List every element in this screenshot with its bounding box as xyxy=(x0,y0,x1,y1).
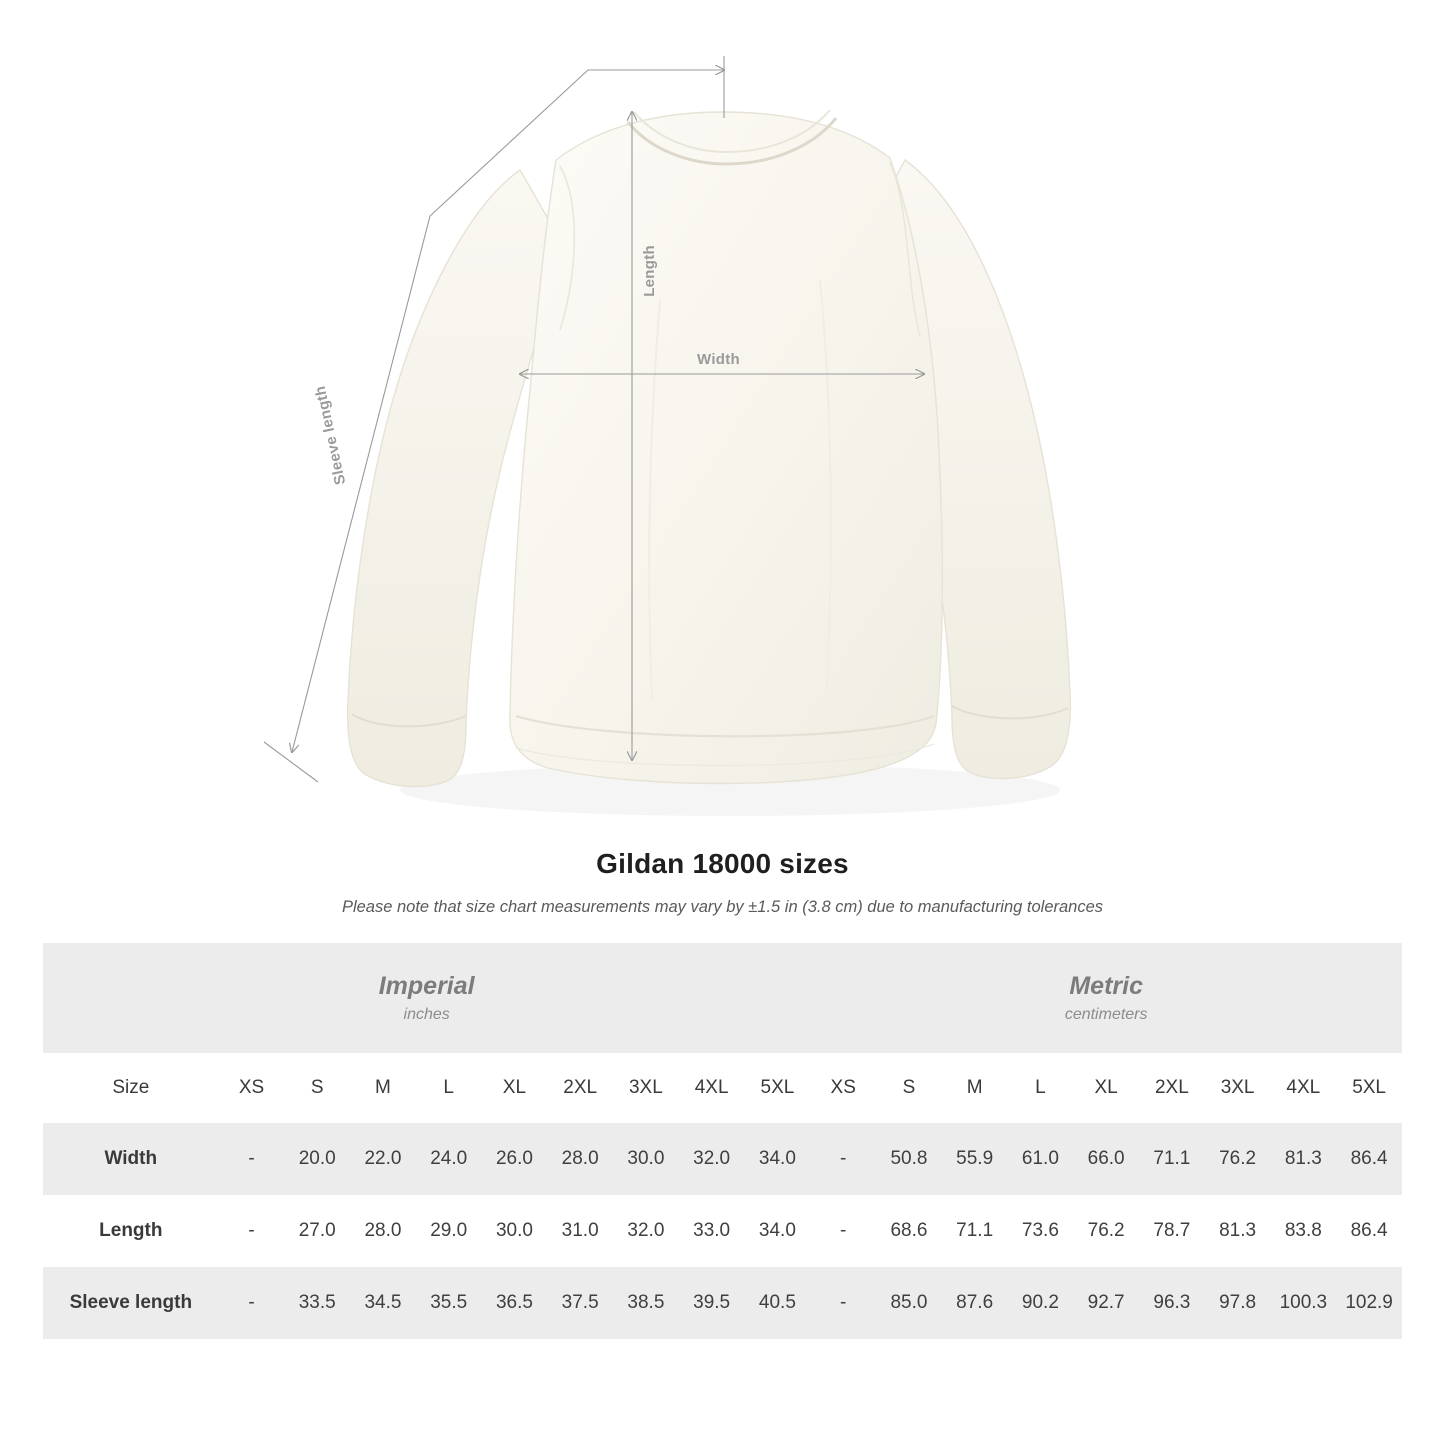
cell-length-met-xs: - xyxy=(810,1195,876,1267)
cell-length-imp-5xl: 34.0 xyxy=(745,1195,811,1267)
cell-width-imp-xs: - xyxy=(219,1123,285,1195)
tolerance-note: Please note that size chart measurements may vary by ±1.5 in (3.8 cm) due to manufacturing tolerances xyxy=(341,898,1104,916)
cell-sleeve-imp-3xl: 38.5 xyxy=(613,1267,679,1339)
cell-width-met-3xl: 76.2 xyxy=(1205,1123,1271,1195)
cell-width-imp-5xl: 34.0 xyxy=(745,1123,811,1195)
title-block xyxy=(0,848,1445,917)
width-label: Width xyxy=(697,351,741,368)
cell-sleeve-imp-m: 34.5 xyxy=(350,1267,416,1339)
cell-width-imp-l: 24.0 xyxy=(416,1123,482,1195)
cell-length-met-l: 73.6 xyxy=(1008,1195,1074,1267)
size-header-row xyxy=(43,1053,1402,1123)
metric-title: Metric xyxy=(1069,971,1143,1000)
cell-sleeve-imp-l: 35.5 xyxy=(416,1267,482,1339)
column-header-imp-l: L xyxy=(416,1053,482,1123)
row-label-width: Width xyxy=(43,1123,219,1195)
cell-width-met-4xl: 81.3 xyxy=(1270,1123,1336,1195)
metric-header xyxy=(810,943,1402,1053)
column-header-imp-5xl: 5XL xyxy=(745,1053,811,1123)
cell-width-imp-4xl: 32.0 xyxy=(679,1123,745,1195)
column-header-imp-xl: XL xyxy=(482,1053,548,1123)
cell-length-met-2xl: 78.7 xyxy=(1139,1195,1205,1267)
cell-width-met-xl: 66.0 xyxy=(1073,1123,1139,1195)
cell-sleeve-met-s: 85.0 xyxy=(876,1267,942,1339)
cell-sleeve-met-xl: 92.7 xyxy=(1073,1267,1139,1339)
garment-body xyxy=(510,112,942,783)
cell-sleeve-imp-2xl: 37.5 xyxy=(547,1267,613,1339)
imperial-header xyxy=(43,943,810,1053)
cell-width-met-l: 61.0 xyxy=(1008,1123,1074,1195)
column-header-imp-xs: XS xyxy=(219,1053,285,1123)
cell-sleeve-met-m: 87.6 xyxy=(942,1267,1008,1339)
cell-sleeve-imp-4xl: 39.5 xyxy=(679,1267,745,1339)
cell-width-met-xs: - xyxy=(810,1123,876,1195)
column-header-met-xs: XS xyxy=(810,1053,876,1123)
column-header-imp-s: S xyxy=(284,1053,350,1123)
sleeve-length-label: Sleeve length xyxy=(311,384,350,487)
cell-width-met-s: 50.8 xyxy=(876,1123,942,1195)
cell-sleeve-met-4xl: 100.3 xyxy=(1270,1267,1336,1339)
cell-width-imp-s: 20.0 xyxy=(284,1123,350,1195)
table-row xyxy=(43,1267,1402,1339)
column-header-met-xl: XL xyxy=(1073,1053,1139,1123)
column-header-met-2xl: 2XL xyxy=(1139,1053,1205,1123)
cell-length-imp-4xl: 33.0 xyxy=(679,1195,745,1267)
sleeve-end-tick xyxy=(264,742,318,782)
column-header-imp-3xl: 3XL xyxy=(613,1053,679,1123)
column-header-met-4xl: 4XL xyxy=(1270,1053,1336,1123)
table-row xyxy=(43,1123,1402,1195)
length-label: Length xyxy=(641,245,658,297)
cell-length-met-s: 68.6 xyxy=(876,1195,942,1267)
cell-length-imp-3xl: 32.0 xyxy=(613,1195,679,1267)
cell-width-imp-m: 22.0 xyxy=(350,1123,416,1195)
row-label-length: Length xyxy=(43,1195,219,1267)
unit-header-row xyxy=(43,943,1402,1053)
table-row xyxy=(43,1195,1402,1267)
cell-width-imp-3xl: 30.0 xyxy=(613,1123,679,1195)
cell-length-met-3xl: 81.3 xyxy=(1205,1195,1271,1267)
size-table xyxy=(43,943,1402,1339)
column-header-met-3xl: 3XL xyxy=(1205,1053,1271,1123)
cell-width-met-2xl: 71.1 xyxy=(1139,1123,1205,1195)
cell-width-imp-xl: 26.0 xyxy=(482,1123,548,1195)
column-header-met-5xl: 5XL xyxy=(1336,1053,1402,1123)
imperial-sub: inches xyxy=(403,1006,450,1024)
cell-length-met-xl: 76.2 xyxy=(1073,1195,1139,1267)
cell-sleeve-met-5xl: 102.9 xyxy=(1336,1267,1402,1339)
cell-sleeve-met-3xl: 97.8 xyxy=(1205,1267,1271,1339)
column-header-met-s: S xyxy=(876,1053,942,1123)
column-header-met-l: L xyxy=(1008,1053,1074,1123)
cell-length-imp-xl: 30.0 xyxy=(482,1195,548,1267)
column-header-imp-2xl: 2XL xyxy=(547,1053,613,1123)
cell-sleeve-imp-xl: 36.5 xyxy=(482,1267,548,1339)
page-title: Gildan 18000 sizes xyxy=(596,848,849,879)
cell-length-met-4xl: 83.8 xyxy=(1270,1195,1336,1267)
column-header-size: Size xyxy=(43,1053,219,1123)
cell-length-imp-m: 28.0 xyxy=(350,1195,416,1267)
column-header-met-m: M xyxy=(942,1053,1008,1123)
cell-length-imp-2xl: 31.0 xyxy=(547,1195,613,1267)
metric-sub: centimeters xyxy=(1064,1006,1148,1024)
cell-length-imp-xs: - xyxy=(219,1195,285,1267)
cell-sleeve-imp-5xl: 40.5 xyxy=(745,1267,811,1339)
cell-sleeve-imp-s: 33.5 xyxy=(284,1267,350,1339)
cell-length-met-5xl: 86.4 xyxy=(1336,1195,1402,1267)
row-label-sleeve-length: Sleeve length xyxy=(43,1267,219,1339)
cell-width-met-m: 55.9 xyxy=(942,1123,1008,1195)
column-header-imp-m: M xyxy=(350,1053,416,1123)
imperial-title: Imperial xyxy=(378,971,475,1000)
cell-length-met-m: 71.1 xyxy=(942,1195,1008,1267)
cell-sleeve-met-2xl: 96.3 xyxy=(1139,1267,1205,1339)
cell-width-met-5xl: 86.4 xyxy=(1336,1123,1402,1195)
cell-length-imp-s: 27.0 xyxy=(284,1195,350,1267)
size-table-wrap xyxy=(0,943,1445,1339)
cell-sleeve-imp-xs: - xyxy=(219,1267,285,1339)
cell-width-imp-2xl: 28.0 xyxy=(547,1123,613,1195)
cell-sleeve-met-l: 90.2 xyxy=(1008,1267,1074,1339)
cell-sleeve-met-xs: - xyxy=(810,1267,876,1339)
cell-length-imp-l: 29.0 xyxy=(416,1195,482,1267)
column-header-imp-4xl: 4XL xyxy=(679,1053,745,1123)
